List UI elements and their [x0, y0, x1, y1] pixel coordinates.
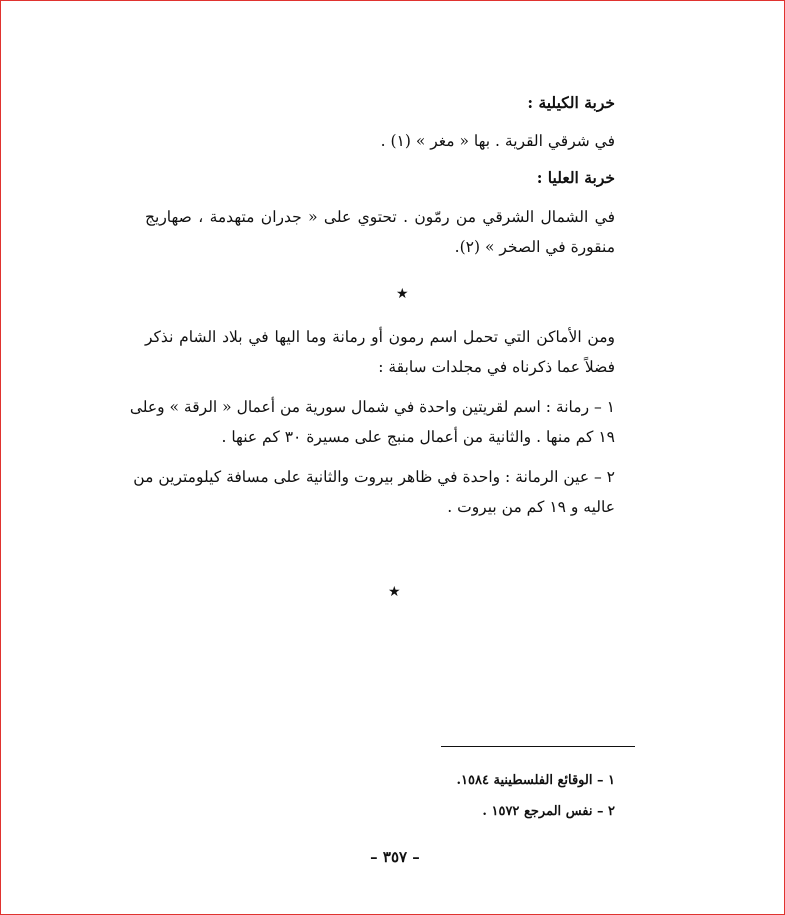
footnote-rule	[441, 746, 635, 747]
heading-khirbet-al-ulya: خربة العليا :	[536, 168, 615, 187]
paragraph-line: منقورة في الصخر » (٢).	[454, 238, 615, 256]
footnote: ٢ – نفس المرجع ١٥٧٢ .	[482, 804, 615, 819]
paragraph-line: ومن الأماكن التي تحمل اسم رمون أو رمانة وما اليها في بلاد الشام نذكر	[145, 328, 615, 346]
separator-star-icon: ★	[388, 584, 401, 600]
page-number: – ٣٥٧ –	[370, 848, 420, 866]
list-item-line: ٢ – عين الرمانة : واحدة في ظاهر بيروت والثانية على مسافة كيلومترين من	[133, 468, 615, 486]
separator-star-icon: ★	[396, 286, 409, 302]
list-item-line: عاليه و ١٩ كم من بيروت .	[447, 498, 615, 516]
paragraph-line: فضلاً عما ذكرناه في مجلدات سابقة :	[378, 358, 615, 376]
paragraph-line: في الشمال الشرقي من رمّون . تحتوي على « جدران متهدمة ، صهاريج	[145, 208, 615, 226]
list-item-line: ١٩ كم منها . والثانية من أعمال منبج على مسيرة ٣٠ كم عنها .	[221, 428, 615, 446]
heading-khirbet-al-kayliya: خربة الكيلية :	[527, 93, 615, 112]
footnote: ١ – الوقائع الفلسطينية ١٥٨٤.	[456, 773, 615, 788]
paragraph-line: في شرقي القرية . بها « مغر » (١) .	[380, 132, 615, 150]
list-item-line: ١ – رمانة : اسم لقريتين واحدة في شمال سورية من أعمال « الرقة » وعلى	[129, 398, 615, 416]
